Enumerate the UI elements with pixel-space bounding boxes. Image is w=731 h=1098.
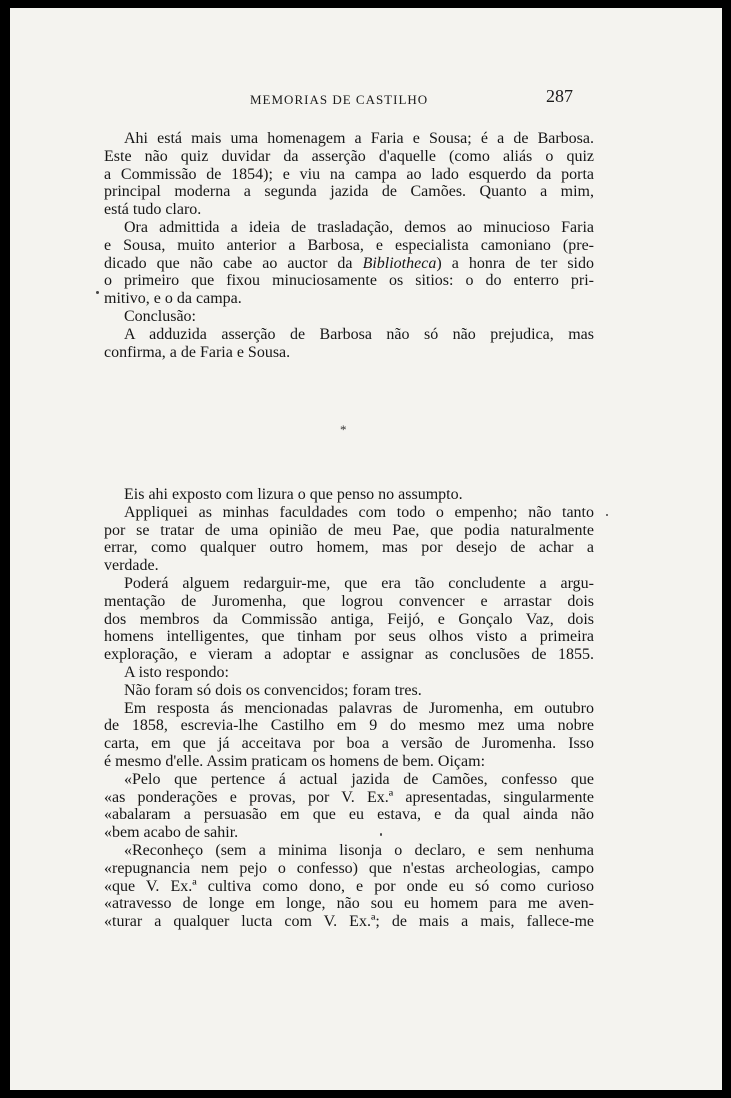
text-line: verdade. <box>104 557 159 575</box>
running-header <box>10 86 722 110</box>
text-line: «bem acabo de sahir. <box>104 824 239 842</box>
text-line: «turar a qualquer lucta com V. Ex.ª; de mais a mais, fallece-me <box>104 913 594 931</box>
text-line: A adduzida asserção de Barbosa não só não prejudica, mas <box>124 325 594 343</box>
text-line: «as ponderações e provas, por V. Ex.ª apresentadas, singularmente <box>104 788 594 806</box>
text-line: e Sousa, muito anterior a Barbosa, e especialista camoniano (pre- <box>104 236 594 254</box>
text-line: «Reconheço (sem a minima lisonja o declaro, e sem nenhuma <box>124 841 594 859</box>
scan-speck <box>380 833 382 836</box>
text-line: «que V. Ex.ª cultiva como dono, e por onde eu só como curioso <box>104 877 594 895</box>
text-line: dicado que não cabe ao auctor da Bibliotheca) a honra de ter sido <box>104 254 594 272</box>
text-line: Ahi está mais uma homenagem a Faria e Sousa; é a de Barbosa. <box>124 130 594 147</box>
text-line: carta, em que já acceitava por boa a versão de Juromenha. Isso <box>104 735 594 753</box>
running-title: MEMORIAS DE CASTILHO <box>250 92 429 107</box>
scan-speck <box>96 291 99 294</box>
text-line: mitivo, e o da campa. <box>104 290 242 308</box>
text-line: Ora admittida a ideia de trasladação, demos ao minucioso Faria <box>124 218 594 236</box>
text-line: «abalaram a persuasão em que eu estava, e da qual ainda não <box>104 806 594 824</box>
page-number: 287 <box>546 86 573 106</box>
text-line: Este não quiz duvidar da asserção d'aquelle (como aliás o quiz <box>104 147 594 165</box>
text-line: Em resposta ás mencionadas palavras de Juromenha, em outubro <box>124 699 594 717</box>
text-line: por se tratar de uma opinião de meu Pae, que podia naturalmente <box>104 521 594 539</box>
text-line: confirma, a de Faria e Sousa. <box>104 343 291 361</box>
text-line: Eis ahi exposto com lizura o que penso no assumpto. <box>124 486 463 503</box>
text-line: é mesmo d'elle. Assim praticam os homens de bem. Oiçam: <box>104 752 486 770</box>
text-line: Conclusão: <box>124 307 196 325</box>
text-line: Poderá alguem redarguir-me, que era tão concludente a argu- <box>124 574 594 592</box>
text-line: principal moderna a segunda jazida de Camões. Quanto a mim, <box>104 183 594 201</box>
text-line: o primeiro que fixou minuciosamente os sitios: o do enterro pri- <box>104 272 594 290</box>
text-line: homens intelligentes, que tinham por seus olhos visto a primeira <box>104 628 594 646</box>
text-line: está tudo claro. <box>104 201 202 219</box>
section-conclusion <box>104 130 594 361</box>
section-separator: * <box>340 422 347 437</box>
text-line: «atravesso de longe em longe, não sou eu homem para me aven- <box>104 895 594 913</box>
text-line: mentação de Juromenha, que logrou convencer e arrastar dois <box>104 592 594 610</box>
text-line: errar, como qualquer outro homem, mas por desejo de achar a <box>104 539 594 557</box>
text-line: «Pelo que pertence á actual jazida de Camões, confesso que <box>124 770 594 788</box>
text-line: «repugnancia nem pejo o confesso) que n'estas archeologias, campo <box>104 859 594 877</box>
section-response <box>104 486 594 931</box>
text-line: Não foram só dois os convencidos; foram tres. <box>124 681 422 699</box>
text-line: Appliquei as minhas faculdades com todo o empenho; não tanto <box>124 503 594 521</box>
text-line: dos membros da Commissão antiga, Feijó, e Gonçalo Vaz, dois <box>104 610 594 628</box>
text-line: a Commissão de 1854); e viu na campa ao lado esquerdo da porta <box>104 165 594 183</box>
text-line: A isto respondo: <box>124 663 229 681</box>
text-line: exploração, e vieram a adoptar e assignar as conclusões de 1855. <box>104 646 594 664</box>
scan-speck <box>606 514 608 516</box>
text-line: de 1858, escrevia-lhe Castilho em 9 do mesmo mez uma nobre <box>104 717 594 735</box>
book-page <box>10 8 722 1090</box>
